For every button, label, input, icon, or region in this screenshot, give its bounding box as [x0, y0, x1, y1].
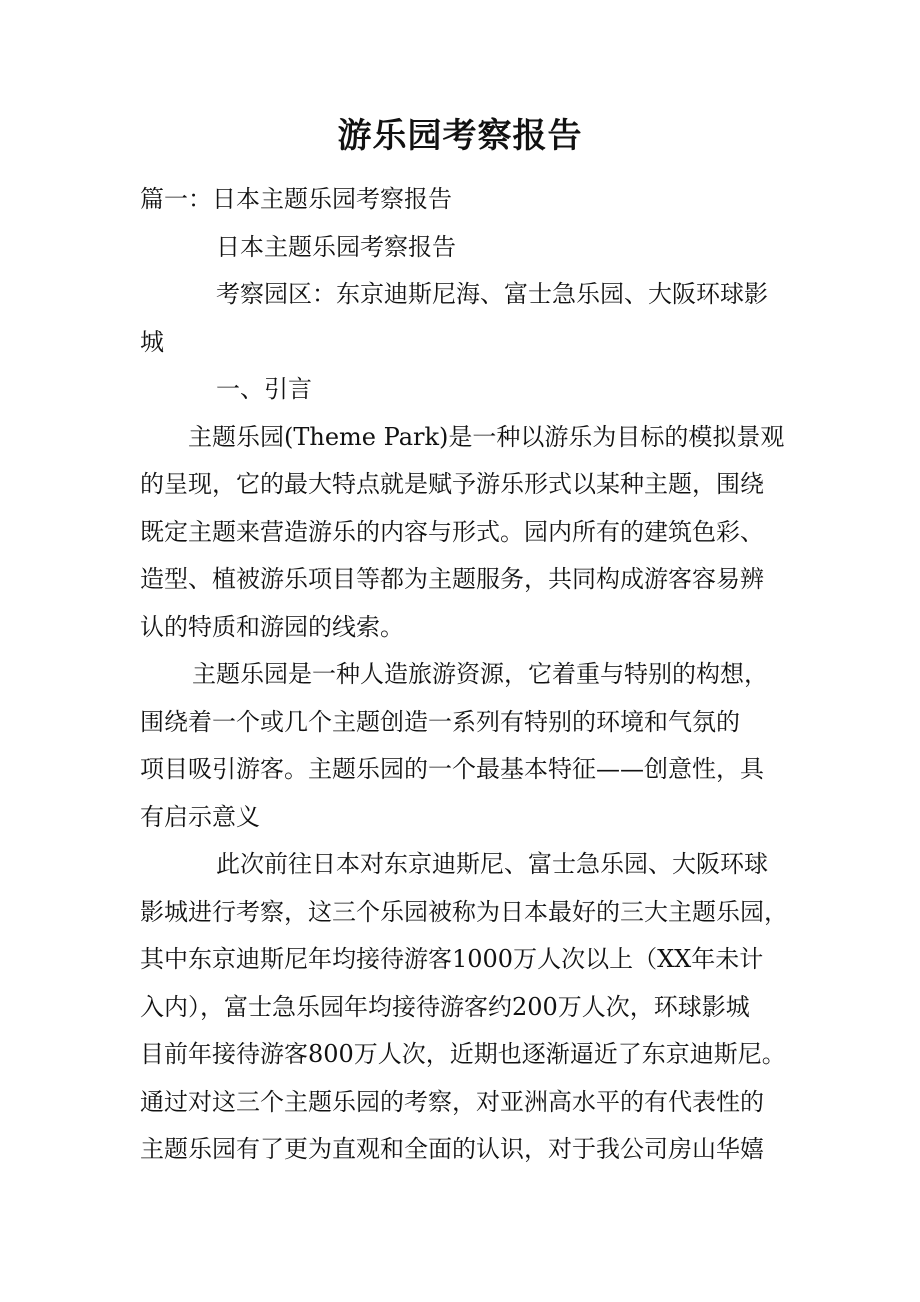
paragraph-line: 的呈现，它的最大特点就是赋予游乐形式以某种主题，围绕	[140, 470, 764, 498]
paragraph-line: 主题乐园(Theme Park)是一种以游乐为目标的模拟景观	[188, 422, 785, 451]
paragraph-line: 主题乐园是一种人造旅游资源，它着重与特别的构想，	[192, 660, 768, 688]
paragraph-line: 有启示意义	[140, 802, 260, 831]
section-heading: 篇一：日本主题乐园考察报告	[140, 185, 452, 213]
paragraph-line: 通过对这三个主题乐园的考察，对亚洲高水平的有代表性的	[140, 1087, 764, 1116]
paragraph-line: 造型、植被游乐项目等都为主题服务，共同构成游客容易辨	[140, 565, 764, 593]
paragraph-line: 此次前往日本对东京迪斯尼、富士急乐园、大阪环球	[216, 850, 768, 878]
paragraph-line: 入内），富士急乐园年均接待游客约200万人次，环球影城	[140, 992, 750, 1021]
paragraph-line: 考察园区：东京迪斯尼海、富士急乐园、大阪环球影	[216, 280, 768, 308]
paragraph-line: 影城进行考察，这三个乐园被称为日本最好的三大主题乐园，	[140, 897, 788, 926]
section-heading: 一、引言	[216, 375, 312, 403]
paragraph-line: 主题乐园有了更为直观和全面的认识，对于我公司房山华嬉	[140, 1135, 764, 1163]
paragraph-line: 目前年接待游客800万人次，近期也逐渐逼近了东京迪斯尼。	[140, 1040, 786, 1068]
paragraph-line: 围绕着一个或几个主题创造一系列有特别的环境和气氛的	[140, 707, 740, 736]
subtitle: 日本主题乐园考察报告	[216, 232, 456, 261]
paragraph-line: 认的特质和游园的线索。	[140, 612, 404, 641]
paragraph-line: 其中东京迪斯尼年均接待游客1000万人次以上（XX年未计	[140, 945, 764, 973]
document-body	[140, 176, 786, 1174]
paragraph-line: 既定主题来营造游乐的内容与形式。园内所有的建筑色彩、	[140, 517, 764, 546]
paragraph-line: 城	[140, 327, 164, 356]
document-title: 游乐园考察报告	[337, 116, 583, 156]
paragraph-line: 项目吸引游客。主题乐园的一个最基本特征——创意性，具	[140, 755, 764, 783]
